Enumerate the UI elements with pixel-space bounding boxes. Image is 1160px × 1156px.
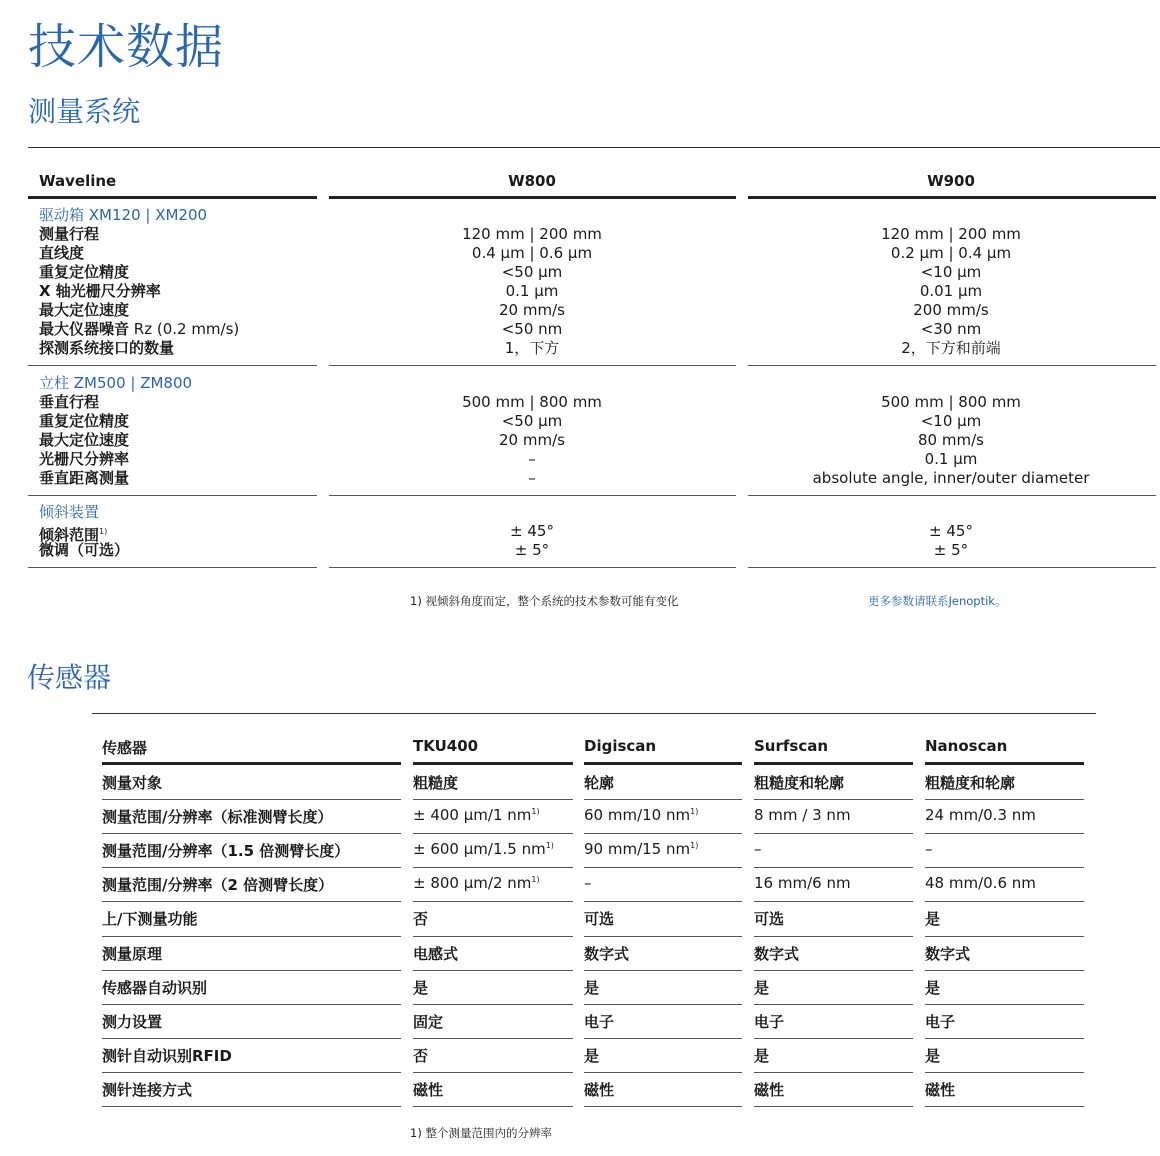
sensor-cell-text: – — [925, 840, 933, 859]
sensor-row-rule — [584, 1038, 742, 1039]
sensor-cell-text: ± 600 µm/1.5 nm — [413, 840, 546, 859]
sensor-row-rule — [584, 833, 742, 834]
row-label-text: 重复定位精度 — [39, 412, 130, 430]
sensor-cell-text: 是 — [754, 978, 770, 997]
sensor-row-rule — [413, 1106, 573, 1107]
sensor-row-rule — [925, 1072, 1084, 1073]
sensor-cell-text: 电子 — [925, 1012, 956, 1031]
sensor-header-rule — [413, 762, 573, 765]
sensor-cell-text: 是 — [925, 978, 941, 997]
footnote-marker: 1) — [690, 807, 699, 817]
col-header-waveline: Waveline — [39, 172, 117, 190]
sensor-cell-text: 否 — [413, 910, 429, 929]
footnote-marker: 1) — [99, 527, 108, 536]
sensor-row-rule — [925, 1038, 1084, 1039]
sensor-cell-text: ± 800 µm/2 nm — [413, 874, 532, 893]
sensor-cell — [925, 772, 1015, 793]
sensor-row-rule — [584, 970, 742, 971]
system-footnote: 1) 视倾斜角度而定，整个系统的技术参数可能有变化 — [410, 594, 679, 608]
w900-value: 0.2 µm | 0.4 µm — [890, 244, 1012, 262]
row-label-text: 垂直行程 — [39, 393, 100, 411]
sensor-cell-text: 磁性 — [413, 1080, 444, 1099]
sensor-row-rule — [102, 1106, 401, 1107]
sensor-cell — [584, 772, 614, 793]
sensor-cell — [754, 874, 851, 892]
sensor-cell-text: 数字式 — [754, 944, 800, 963]
sensor-cell-text: 是 — [584, 978, 600, 997]
row-label — [39, 301, 129, 320]
sensor-row-rule — [754, 1004, 913, 1005]
footnote-marker: 1) — [690, 841, 699, 851]
row-label-suffix: Rz (0.2 mm/s) — [129, 320, 240, 338]
sensor-row-rule — [102, 833, 401, 834]
sensor-row-rule — [413, 901, 573, 902]
row-label-text: 倾斜范围 — [39, 526, 100, 544]
sensor-row-rule — [754, 833, 913, 834]
sensor-cell — [584, 806, 698, 824]
row-label — [39, 412, 129, 431]
sensor-cell-text: 粗糙度和轮廓 — [754, 774, 845, 792]
sensor-cell — [413, 977, 428, 998]
sensor-section-divider — [92, 713, 1096, 714]
sensor-cell — [925, 806, 1036, 824]
row-label — [39, 263, 129, 282]
sensor-cell — [925, 840, 933, 858]
section-divider — [28, 147, 1160, 148]
w800-value: ± 45° — [510, 522, 554, 540]
w800-value: <50 nm — [501, 320, 563, 338]
row-label-text: 最大仪器噪音 — [39, 320, 130, 338]
sensor-row-rule — [925, 1004, 1084, 1005]
section-title-measurement-system: 测量系统 — [28, 95, 141, 128]
w900-value: 0.01 µm — [919, 282, 983, 300]
footnote-marker: 1) — [531, 807, 540, 817]
sensor-cell — [925, 977, 940, 998]
sensor-row-label: 测量范围/分辨率（2 倍测臂长度） — [102, 876, 334, 895]
w800-value: 0.4 µm | 0.6 µm — [471, 244, 593, 262]
row-label-text: 测量行程 — [39, 225, 100, 243]
row-label-text: 微调（可选） — [39, 541, 130, 559]
sensor-row-label: 上/下测量功能 — [102, 910, 198, 929]
w800-value: – — [528, 469, 536, 487]
sensor-cell-text: ± 400 µm/1 nm — [413, 806, 532, 825]
group-rule — [329, 567, 736, 568]
sensor-row-rule — [584, 1004, 742, 1005]
row-label-text: 探测系统接口的数量 — [39, 339, 175, 357]
sensor-cell — [413, 806, 540, 824]
sensor-cell — [413, 1045, 428, 1066]
sensor-cell-text: 磁性 — [754, 1080, 785, 1099]
sensor-cell — [413, 772, 458, 793]
group-rule — [329, 495, 736, 496]
sensor-row-rule — [102, 970, 401, 971]
row-label — [39, 469, 129, 488]
row-label-text: X 轴光栅尺分辨率 — [39, 282, 161, 300]
w800-value: ± 5° — [514, 541, 550, 559]
page-title: 技术数据 — [28, 19, 225, 75]
sensor-cell — [584, 1079, 614, 1100]
sensor-row-rule — [102, 1038, 401, 1039]
group-rule — [28, 365, 317, 366]
row-label — [39, 225, 99, 244]
sensor-cell-text: 电子 — [754, 1012, 785, 1031]
sensor-cell-text: 否 — [413, 1046, 429, 1065]
row-label — [39, 450, 129, 469]
section-title-sensors: 传感器 — [27, 661, 112, 694]
sensor-cell-text: 粗糙度和轮廓 — [925, 774, 1016, 792]
col-header-w900: W900 — [927, 172, 975, 190]
row-label-text: 最大定位速度 — [39, 431, 130, 449]
sensor-cell — [754, 772, 844, 793]
sensor-cell — [584, 1011, 614, 1032]
row-label-text: 最大定位速度 — [39, 301, 130, 319]
sensor-row-rule — [413, 1004, 573, 1005]
sensor-header-rule — [754, 762, 913, 765]
sensor-cell-text: 是 — [754, 1046, 770, 1065]
sensor-cell — [584, 840, 698, 858]
sensor-row-rule — [754, 1038, 913, 1039]
sensor-row-rule — [584, 901, 742, 902]
sensor-cell — [925, 874, 1036, 892]
sensor-cell-text: 16 mm/6 nm — [754, 874, 851, 893]
header-rule — [748, 196, 1156, 199]
w800-value: 20 mm/s — [499, 431, 565, 449]
sensor-cell-text: 8 mm / 3 nm — [754, 806, 851, 825]
sensor-row-rule — [102, 1004, 401, 1005]
sensor-cell — [925, 908, 940, 929]
row-label — [39, 244, 84, 263]
sensor-cell — [584, 943, 629, 964]
sensor-row-rule — [754, 799, 913, 800]
group-rule — [748, 365, 1156, 366]
sensor-cell — [413, 840, 554, 858]
group-title: 倾斜装置 — [39, 503, 100, 521]
sensor-cell — [925, 1079, 955, 1100]
col-header-w800: W800 — [508, 172, 556, 190]
sensor-cell — [754, 908, 784, 929]
sensor-row-rule — [413, 1072, 573, 1073]
row-label — [39, 541, 129, 560]
sensor-cell-text: 可选 — [754, 910, 785, 929]
sensor-row-rule — [754, 1106, 913, 1107]
row-label-text: 垂直距离测量 — [39, 469, 130, 487]
sensor-cell-text: 磁性 — [925, 1080, 956, 1099]
sensor-row-rule — [413, 936, 573, 937]
group-title: 立柱 ZM500 | ZM800 — [39, 374, 193, 392]
w900-value: <10 µm — [920, 412, 982, 430]
sensor-cell-text: 电感式 — [413, 944, 459, 963]
sensor-row-rule — [925, 799, 1084, 800]
sensor-cell-text: 可选 — [584, 910, 615, 929]
sensor-row-rule — [584, 1072, 742, 1073]
w800-value: 500 mm | 800 mm — [462, 393, 602, 411]
footnote-marker: 1) — [531, 875, 540, 885]
col-header-digiscan: Digiscan — [584, 737, 657, 755]
row-label-text: 重复定位精度 — [39, 263, 130, 281]
col-header-sensor: 传感器 — [102, 739, 148, 757]
w900-value: 200 mm/s — [913, 301, 989, 319]
group-rule — [329, 365, 736, 366]
sensor-row-rule — [925, 970, 1084, 971]
sensor-cell — [925, 1011, 955, 1032]
w900-value: 500 mm | 800 mm — [881, 393, 1021, 411]
sensor-row-rule — [413, 833, 573, 834]
sensor-row-label: 测针自动识别RFID — [102, 1046, 232, 1065]
w800-value: 0.1 µm — [505, 282, 559, 300]
w900-value: <10 µm — [920, 263, 982, 281]
sensor-cell — [413, 943, 458, 964]
w900-value: absolute angle, inner/outer diameter — [812, 469, 1090, 487]
sensor-row-rule — [413, 1038, 573, 1039]
sensor-cell — [584, 908, 614, 929]
sensor-cell — [413, 874, 540, 892]
sensor-cell — [754, 1079, 784, 1100]
w800-value: <50 µm — [501, 412, 563, 430]
sensor-row-rule — [584, 1106, 742, 1107]
w800-value: – — [528, 450, 536, 468]
sensor-row-rule — [925, 1106, 1084, 1107]
col-header-nanoscan: Nanoscan — [925, 737, 1008, 755]
sensor-row-rule — [102, 1072, 401, 1073]
row-label — [39, 282, 161, 301]
sensor-row-rule — [102, 936, 401, 937]
sensor-cell-text: 数字式 — [925, 944, 971, 963]
group-rule — [28, 495, 317, 496]
sensor-cell — [925, 1045, 940, 1066]
w800-value: 1，下方 — [504, 339, 560, 357]
row-label — [39, 431, 129, 450]
sensor-cell-text: 数字式 — [584, 944, 630, 963]
sensor-header-rule — [102, 762, 401, 765]
sensor-row-rule — [584, 867, 742, 868]
row-label — [39, 393, 99, 412]
sensor-row-rule — [925, 901, 1084, 902]
row-label-text: 直线度 — [39, 244, 85, 262]
sensor-cell — [584, 977, 599, 998]
sensor-row-rule — [413, 970, 573, 971]
sensor-row-label: 传感器自动识别 — [102, 978, 208, 997]
sensor-row-label: 测力设置 — [102, 1012, 163, 1031]
sensor-cell-text: 是 — [925, 1046, 941, 1065]
sensor-row-label: 测量范围/分辨率（1.5 倍测臂长度） — [102, 842, 350, 861]
sensor-row-rule — [413, 799, 573, 800]
footnote-marker: 1) — [545, 841, 554, 851]
sensor-cell-text: 粗糙度 — [413, 774, 459, 792]
sensor-cell-text: 电子 — [584, 1012, 615, 1031]
group-rule — [748, 495, 1156, 496]
sensor-row-rule — [584, 799, 742, 800]
sensor-footnote: 1) 整个测量范围内的分辨率 — [410, 1126, 552, 1140]
sensor-row-rule — [754, 1072, 913, 1073]
contact-note: 更多参数请联系Jenoptik。 — [868, 594, 1007, 608]
group-rule — [748, 567, 1156, 568]
w900-value: 0.1 µm — [924, 450, 978, 468]
group-title: 驱动箱 XM120 | XM200 — [39, 206, 208, 224]
sensor-row-rule — [754, 970, 913, 971]
sensor-row-rule — [102, 799, 401, 800]
sensor-row-rule — [925, 867, 1084, 868]
sensor-cell-text: 48 mm/0.6 nm — [925, 874, 1036, 893]
w900-value: 2，下方和前端 — [901, 339, 1001, 357]
sensor-cell — [754, 840, 762, 858]
sensor-row-rule — [102, 867, 401, 868]
sensor-row-label: 测量范围/分辨率（标准测臂长度） — [102, 808, 333, 827]
sensor-cell — [754, 943, 799, 964]
w800-value: 20 mm/s — [499, 301, 565, 319]
sensor-row-rule — [754, 867, 913, 868]
row-label — [39, 320, 239, 339]
w900-value: 80 mm/s — [918, 431, 984, 449]
sensor-cell-text: 24 mm/0.3 nm — [925, 806, 1036, 825]
w800-value: 120 mm | 200 mm — [462, 225, 602, 243]
w900-value: ± 5° — [933, 541, 969, 559]
sensor-cell-text: – — [584, 874, 592, 893]
w800-value: <50 µm — [501, 263, 563, 281]
sensor-cell-text: 60 mm/10 nm — [584, 806, 691, 825]
col-header-surfscan: Surfscan — [754, 737, 829, 755]
sensor-cell-text: 是 — [584, 1046, 600, 1065]
sensor-cell — [754, 1045, 769, 1066]
sensor-row-rule — [754, 901, 913, 902]
row-label — [39, 339, 174, 358]
sensor-row-label: 测量对象 — [102, 774, 163, 792]
header-rule — [28, 196, 317, 199]
sensor-row-rule — [413, 867, 573, 868]
sensor-cell — [584, 1045, 599, 1066]
sensor-cell-text: 是 — [925, 910, 941, 929]
sensor-row-rule — [584, 936, 742, 937]
sensor-header-rule — [925, 762, 1084, 765]
w900-value: <30 nm — [920, 320, 982, 338]
sensor-cell-text: 磁性 — [584, 1080, 615, 1099]
sensor-cell — [925, 943, 970, 964]
row-label-text: 光栅尺分辨率 — [39, 450, 130, 468]
sensor-row-rule — [754, 936, 913, 937]
sensor-cell — [584, 874, 592, 892]
w900-value: 120 mm | 200 mm — [881, 225, 1021, 243]
sensor-cell — [413, 908, 428, 929]
sensor-cell-text: 是 — [413, 978, 429, 997]
sensor-row-label: 测针连接方式 — [102, 1080, 193, 1099]
sensor-cell — [754, 1011, 784, 1032]
group-rule — [28, 567, 317, 568]
sensor-cell — [413, 1011, 443, 1032]
sensor-row-label: 测量原理 — [102, 944, 163, 963]
sensor-header-rule — [584, 762, 742, 765]
sensor-cell — [754, 806, 851, 824]
sensor-row-rule — [102, 901, 401, 902]
sensor-cell — [413, 1079, 443, 1100]
sensor-row-rule — [925, 833, 1084, 834]
sensor-cell-text: 90 mm/15 nm — [584, 840, 691, 859]
w900-value: ± 45° — [929, 522, 973, 540]
sensor-cell-text: 轮廓 — [584, 774, 615, 792]
sensor-cell-text: – — [754, 840, 762, 859]
sensor-cell-text: 固定 — [413, 1012, 444, 1031]
header-rule — [329, 196, 736, 199]
sensor-row-rule — [925, 936, 1084, 937]
col-header-tku400: TKU400 — [413, 737, 479, 755]
sensor-cell — [754, 977, 769, 998]
